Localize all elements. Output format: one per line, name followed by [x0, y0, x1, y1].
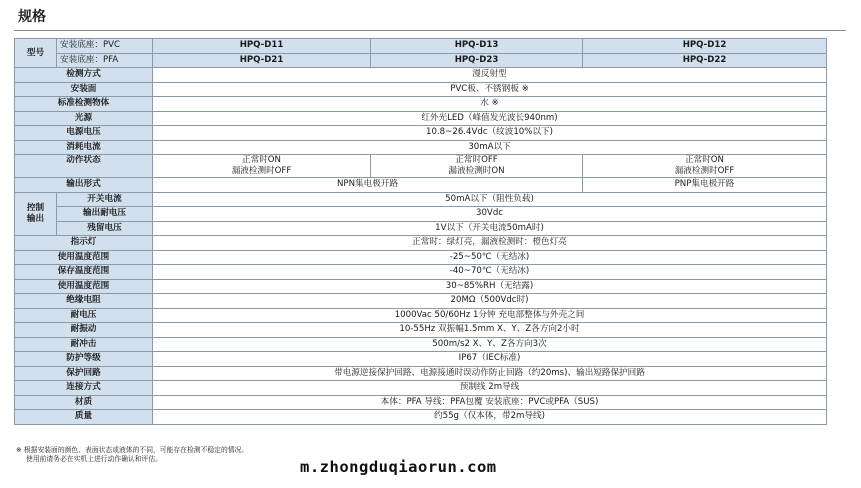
operation-cell	[153, 155, 371, 178]
row-value: 漫反射型	[153, 68, 827, 83]
model-label: 型号	[15, 39, 57, 68]
table-row	[15, 140, 827, 155]
spec-table	[14, 38, 827, 425]
row-label: 开关电流	[57, 192, 153, 207]
operation-line: 漏液检测时OFF	[674, 166, 735, 176]
row-label: 耐冲击	[15, 337, 153, 352]
operation-line: 漏液检测时ON	[448, 166, 505, 176]
row-label: 电源电压	[15, 126, 153, 141]
table-row	[15, 410, 827, 425]
operation-cell	[371, 155, 583, 178]
model-cell: HPQ-D21	[153, 53, 371, 68]
operation-cell	[583, 155, 827, 178]
table-row	[15, 250, 827, 265]
table-row	[15, 82, 827, 97]
footnote-line: 使用前请务必在实机上进行动作确认和评估。	[26, 455, 162, 463]
base-pfa-label: 安装底座：PFA	[57, 53, 153, 68]
row-label: 动作状态	[15, 155, 153, 178]
row-value: 预制线 2m导线	[153, 381, 827, 396]
row-label: 使用温度范围	[15, 279, 153, 294]
row-label: 使用温度范围	[15, 250, 153, 265]
row-value: 500m/s2 X、Y、Z各方向3次	[153, 337, 827, 352]
operation-line: 正常时ON	[685, 155, 724, 165]
table-row	[15, 395, 827, 410]
row-value: 30Vdc	[153, 207, 827, 222]
operation-line: 正常时OFF	[455, 155, 498, 165]
table-row	[15, 39, 827, 54]
row-value: -40~70℃（无结冰)	[153, 265, 827, 280]
row-label: 连接方式	[15, 381, 153, 396]
row-value: PNP集电极开路	[583, 178, 827, 193]
table-row	[15, 53, 827, 68]
table-row	[15, 126, 827, 141]
row-label: 防护等级	[15, 352, 153, 367]
operation-line: 漏液检测时OFF	[231, 166, 292, 176]
base-pvc-label: 安装底座：PVC	[57, 39, 153, 54]
row-label: 耐振动	[15, 323, 153, 338]
row-value: 约55g（仅本体，带2m导线)	[153, 410, 827, 425]
row-value: 本体：PFA 导线：PFA包覆 安装底座：PVC或PFA（SUS)	[153, 395, 827, 410]
model-cell: HPQ-D12	[583, 39, 827, 54]
table-row	[15, 308, 827, 323]
model-cell: HPQ-D22	[583, 53, 827, 68]
model-cell: HPQ-D23	[371, 53, 583, 68]
row-value: 红外光LED（峰值发光波长940nm)	[153, 111, 827, 126]
row-label: 消耗电流	[15, 140, 153, 155]
row-value: 20MΩ（500Vdc时)	[153, 294, 827, 309]
table-row	[15, 68, 827, 83]
row-value: NPN集电极开路	[153, 178, 583, 193]
row-label: 输出形式	[15, 178, 153, 193]
table-row	[15, 279, 827, 294]
row-value: 水 ※	[153, 97, 827, 112]
table-row	[15, 207, 827, 222]
row-label: 检测方式	[15, 68, 153, 83]
operation-line: 正常时ON	[242, 155, 281, 165]
row-value: 10.8~26.4Vdc（纹波10%以下)	[153, 126, 827, 141]
control-output-line: 输出	[26, 213, 45, 224]
control-output-label	[15, 192, 57, 236]
row-label: 光源	[15, 111, 153, 126]
row-value: 30~85%RH（无结露)	[153, 279, 827, 294]
table-row	[15, 178, 827, 193]
row-label: 质量	[15, 410, 153, 425]
watermark-url: m.zhongduqiaorun.com	[300, 458, 497, 476]
row-label: 绝缘电阻	[15, 294, 153, 309]
table-row	[15, 381, 827, 396]
table-row	[15, 111, 827, 126]
table-row	[15, 352, 827, 367]
row-value: PVC板、不锈钢板 ※	[153, 82, 827, 97]
table-row	[15, 236, 827, 251]
row-value: 带电源逆接保护回路、电源接通时误动作防止回路（约20ms)、输出短路保护回路	[153, 366, 827, 381]
row-label: 材质	[15, 395, 153, 410]
table-row	[15, 97, 827, 112]
row-value: 30mA以下	[153, 140, 827, 155]
footnote-line: ※ 根据安装面的颜色、表面状态或液体的不同，可能存在检测不稳定的情况。	[16, 446, 249, 454]
table-row	[15, 155, 827, 178]
row-label: 保存温度范围	[15, 265, 153, 280]
table-row	[15, 192, 827, 207]
table-row	[15, 323, 827, 338]
row-label: 耐电压	[15, 308, 153, 323]
row-value: 正常时：绿灯亮，漏液检测时：橙色灯亮	[153, 236, 827, 251]
page-title: 规格	[18, 9, 46, 25]
row-value: 1000Vac 50/60Hz 1分钟 充电部整体与外壳之间	[153, 308, 827, 323]
table-row	[15, 294, 827, 309]
table-row	[15, 337, 827, 352]
model-cell: HPQ-D13	[371, 39, 583, 54]
table-row	[15, 221, 827, 236]
row-label: 残留电压	[57, 221, 153, 236]
row-value: 1V以下（开关电流50mA时)	[153, 221, 827, 236]
title-divider	[14, 30, 846, 31]
row-value: 10-55Hz 双振幅1.5mm X、Y、Z各方向2小时	[153, 323, 827, 338]
table-row	[15, 265, 827, 280]
footnote	[16, 446, 248, 464]
row-label: 指示灯	[15, 236, 153, 251]
table-row	[15, 366, 827, 381]
row-label: 输出耐电压	[57, 207, 153, 222]
control-output-line: 控制	[26, 202, 45, 213]
row-label: 标准检测物体	[15, 97, 153, 112]
row-value: IP67（IEC标准)	[153, 352, 827, 367]
row-value: -25~50℃（无结冰)	[153, 250, 827, 265]
row-label: 保护回路	[15, 366, 153, 381]
row-value: 50mA以下（阻性负载)	[153, 192, 827, 207]
model-cell: HPQ-D11	[153, 39, 371, 54]
row-label: 安装面	[15, 82, 153, 97]
